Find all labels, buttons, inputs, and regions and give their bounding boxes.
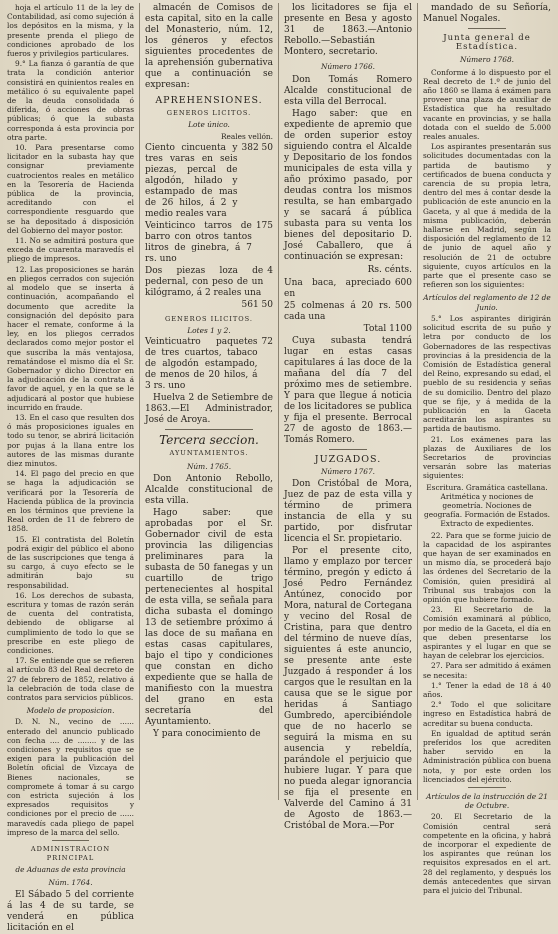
section-title: Tercera seccion. <box>159 433 259 448</box>
section-heading: Junta general de Estadística. <box>443 33 531 53</box>
paragraph: hoja el artículo 11 de la ley de Contabilidad, así como sujeción á los depósitos en la misma, y la presente prenda el pliego de condiciones aprobado de los fueros y privilegios particulares. <box>7 3 134 59</box>
divider <box>329 449 367 450</box>
paragraph: El Sábado 5 del corriente á las 4 de su tarde, se venderá en pública licitación en el <box>7 889 134 933</box>
subheading: GENEROS ILICITOS. <box>164 314 254 323</box>
paragraph: 1.° Tener la edad de 18 á 40 años. <box>423 680 551 700</box>
paragraph: Don Tomás Romero Alcalde constitucional de esta villa del Berrocal. <box>284 75 412 107</box>
divider <box>165 429 253 430</box>
paragraph: almacén de Comisos de esta capital, sito en la calle del Monasterio, núm. 12, los géneros y efectos siguientes procedentes de la aprehensión gubernativa que a continuación se expresan: <box>145 3 273 90</box>
notice-number: Número 1768. <box>459 55 515 65</box>
paragraph: 16. Los derechos de subasta, escritura y tomas de razón serán de cuenta del contratista, debiendo de obligarse al cumplimiento de todo lo que se prescribe en este pliego de condiciones. <box>7 590 134 656</box>
paragraph: Conforme á lo dispuesto por el Real decreto de 1.º de junio del año 1860 se llama á exámen para proveer una plaza de auxiliar de Estadística que ha resultado vacante en provincias, y se halla dotada con el sueldo de 5.000 reales anuales. <box>423 67 551 142</box>
inventory-item: Dos piezas loza de pedernal, con peso de un kilógramo, á 2 reales una 4 <box>145 265 273 298</box>
currency-label: Reales vellón. <box>220 131 273 141</box>
column-4 <box>418 3 556 896</box>
notice-number: Núm. 1764. <box>48 877 93 887</box>
paragraph: 15. El contratista del Boletín podrá exigir del público el abono de las suscripciones que tenga á su cargo, á cuyo efecto se le admitirán bajo su responsabilidad. <box>7 534 134 590</box>
paragraph: 11. No se admitirá postura que exceda de cuarenta maravedís el pliego de impresos. <box>7 236 134 264</box>
paragraph: Por el presente cito, llamo y emplazo por tercer término, pregón y edicto á José Pedro Fernández Antúnez, conocido por Mora, natural de Cortegana y vecino del Rosal de Cristina, para que dentro del término de nueve días, siguientes á este anuncio, se presente ante este Juzgado á responder á los cargos que le resultan en la causa que se le sigue por heridas á Santiago Gumbredo, apercibiéndole que de no hacerlo se seguirá la misma en su ausencia y rebeldía, parándole el perjuicio que hubiere lugar. Y para que no pueda alegar ignorancia se fija el presente en Valverde del Camino á 31 de Agosto de 1863.—Cristóbal de Mora.—Por <box>284 546 412 832</box>
paragraph: En igualdad de aptitud serán preferidos los que acrediten haber servido en la Administración pública con buena nota, y por este orden los licenciados del ejército. <box>423 728 551 784</box>
date-signature: Huelva 2 de Setiembre de 1863.—El Administrador, José de Aroya. <box>145 393 273 426</box>
lot-label: Lote único. <box>188 120 230 130</box>
paragraph: 2.° Todo el que solicitare ingreso en Estadística habrá de acreditar su buena conducta. <box>423 700 551 728</box>
section-heading: ADMINISTRACION PRINCIPAL <box>30 845 111 863</box>
inventory-item: Una baca, apreciado en 600 <box>284 278 412 299</box>
paragraph: Don Cristóbal de Mora, Juez de paz de esta villa y término de primera instancia de ella y su partido, por disfrutar licencia el Sr. propietario. <box>284 479 412 545</box>
paragraph: 21. Los exámenes para las plazas de Auxiliares de los Secretarios de provincias versarán sobre las materias siguientes: <box>423 434 551 481</box>
paragraph: 5.° Los aspirantes dirigirán solicitud escrita de su puño y letra por conducto de los Gobernadores de las respectivas provincias á la presidencia de la Comisión de Estadística general del Reino, expresando su edad, el pueblo de su residencia y señas de su domicilio. Dentro del plazo que se fije, y á medida de la publicación en la Gaceta acreditarán los aspirantes su partida de bautismo. <box>423 313 551 434</box>
divider <box>468 787 506 788</box>
column-2 <box>140 3 279 800</box>
inventory-item: Veinticinco tarros de barro con otros tantos litros de ginebra, á 7 rs. uno 175 <box>145 220 273 264</box>
divider <box>52 840 89 841</box>
paragraph: Los aspirantes presentarán sus solicitudes documentadas con la partida de bautismo y certificados de buena conducta y carencia de su propia letra, dentro del mes á contar desde la publicación de este anuncio en la Gaceta, y al que á medida de la misma publicación, deberán hallarse en Madrid, según la disposición del reglamento de 12 de junio de aquel año y resolución de 21 de octubre siguiente, cuyos artículos en la parte que el presente caso se refieren son los siguientes: <box>423 142 551 290</box>
paragraph: 23. El Secretario de la Comisión examinará al público, por medio de la Gaceta, el día en que deben presentarse los aspirantes y el lugar en que se hayan de celebrar los ejercicios. <box>423 605 551 661</box>
paragraph: D. N. N., vecino de ...... enterado del anuncio publicado con fecha .... de ........ y de las condiciones y requisitos que se exigen para la publicación del Boletín oficial de Vizcaya de Bienes nacionales, se compromete á tomar á su cargo con estricta sujeción á los expresados requisitos y condiciones por el precio de ...... maravedís cada pliego de papel impreso de la marca del sello. <box>7 717 134 837</box>
section-subheading: de Aduanas de esta provincia <box>15 865 126 875</box>
paragraph: mandado de su Señoría, Manuel Nogales. <box>423 3 551 24</box>
currency-label: Rs. cénts. <box>367 265 412 275</box>
column-1 <box>2 3 140 933</box>
notice-number: Número 1767. <box>320 467 376 477</box>
paragraph: los licitadores se fija el presente en Besa y agosto 31 de 1863.—Antonio Rebollo.—Sebastián Montero, secretario. <box>284 3 412 57</box>
inventory-item: Ciento cincuenta y tres varas en seis piezas, percal de algodón, hilado y estampado de mas de 26 hilos, á 2 y medio reales vara 382 50 <box>145 142 273 219</box>
subjects-list: Escritura. Gramática castellana. Aritmética y nociones de geometría. Nociones de geografía. Formación de Estados. Extracto de expedientes. <box>424 482 550 529</box>
paragraph: 27. Para ser admitido á exámen se necesita: <box>423 661 551 680</box>
paragraph: 20. El Secretario de la Comisión central será competente en la oficina, y habrá de incorporar el expediente de los aspirantes que reúnan los requisitos expresados en el art. 28 del reglamento, y después los demás antecedentes que sirvan para el juicio del Tribunal. <box>423 812 551 896</box>
inventory-item: Veinticuatro paquetes de tres cuartos, tabaco de algodón estampado, de menos de 20 hilos, á 3 rs. uno 72 <box>145 337 273 392</box>
subheading: Artículos de la instrucción de 21 de Octubre. <box>426 792 548 811</box>
paragraph: 10. Para presentarse como licitador en la subasta hay que consignar previamente cuatrocientos reales en metálico en la Tesorería de Hacienda pública de la provincia, acreditando con el correspondiente resguardo que se ha depositado á disposición del Gobierno del mayor postor. <box>7 143 134 235</box>
inventory-item: 25 colmenas á 20 rs. cada una 500 <box>284 301 412 322</box>
subheading: GENEROS LICITOS. <box>166 109 252 118</box>
subheading: Artículos del reglamento de 12 de Junio. <box>423 293 551 312</box>
inventory-total: Total 1100 <box>363 324 412 334</box>
notice-number: Núm. 1765. <box>186 461 232 471</box>
paragraph: 13. En el caso que resulten dos ó más proposiciones iguales en todo su tenor, se abrirá licitación por pujas á la llana entre los autores de las mismas durante diez minutos. <box>7 412 134 468</box>
lot-total: 561 50 <box>241 299 273 310</box>
notice-number: Número 1766. <box>320 62 376 71</box>
section-heading: AYUNTAMIENTOS. <box>169 449 249 458</box>
column-3 <box>279 3 418 832</box>
paragraph: Cuya subasta tendrá lugar en estas casas capitulares á las doce de la mañana del día 7 del próximo mes de setiembre. Y para que llegue á noticia de los licitadores se publica y fija el presente. Berrocal 27 de agosto de 1863.—Tomás Romero. <box>284 336 412 445</box>
paragraph: 22. Para que se forme juicio de la capacidad de los aspirantes que hayan de ser examinados en un mismo día, se procederá bajo las órdenes del Secretario de la Comisión, quien presidirá al Tribunal sus trabajos con la opinión que hubiere formado. <box>423 530 551 604</box>
paragraph: Don Antonio Rebollo, Alcalde constitucional de esta villa. <box>145 473 273 506</box>
divider <box>468 28 506 29</box>
model-title: Modelo de proposicion. <box>26 706 115 716</box>
paragraph: Hago saber: que en expediente de apremio que de orden superior estoy siguiendo contra el Alcalde y Depositario de los fondos municipales de esta villa y año próximo pasado, por deudas contra los mismos resulta, se han embargado y se sacará á pública subasta para su venta los bienes del depositario D. José Caballero, que á continuación se expresan: <box>284 109 412 262</box>
paragraph: 14. El pago del precio en que se haga la adjudicación se verificará por la Tesorería de Hacienda pública de la provincia en los términos que previene la Real orden de 11 de febrero de 1858. <box>7 469 134 534</box>
lot-label: Lotes 1 y 2. <box>187 326 231 336</box>
section-heading: JUZGADOS. <box>314 454 382 465</box>
paragraph: 17. Se entiende que se refieren al artículo 83 del Real decreto de 27 de febrero de 1852, relativo á la celebración de toda clase de contratos para servicios públicos. <box>7 656 134 703</box>
paragraph: Hago saber: que aprobadas por el Sr. Gobernador civil de esta provincia las diligencias preliminares para la subasta de 50 fanegas y un cuartillo de trigo pertenecientes al hospital de esta villa, se señala para dicha subasta el domingo 13 de setiembre próximo á las doce de su mañana en estas casas capitulares, bajo el tipo y condiciones que constan en dicho expediente que se halla de manifiesto con la muestra del grano en esta secretaría del Ayuntamiento. <box>145 507 273 727</box>
paragraph: Y para conocimiento de <box>153 728 261 739</box>
paragraph: 12. Las proposiciones se harán en pliegos cerrados con sujeción al modelo que se inserta á continuación, acompañando el documento que acredite la consignación del depósito para hacer el remate, conforme á la ley, en los pliegos cerrados declarados como mejor postor el que suscriba la más ventajosa, rematándose el mismo día el Sr. Gobernador y dicho Director en la adjudicación de la contrata á favor de aquel, y en la que se le adjudicará al postor que hubiese incurrido en fraude. <box>7 264 134 412</box>
paragraph: 9.° La fianza ó garantía de que trata la condición anterior consistirá en quinientos reales en metálico ó su equivalente papel de la deuda consolidada ó diferida, ó acciones de obras públicas; ó que la subasta corresponda á esta provincia por otra parte. <box>7 59 134 142</box>
section-heading: APREHENSIONES. <box>155 95 263 106</box>
